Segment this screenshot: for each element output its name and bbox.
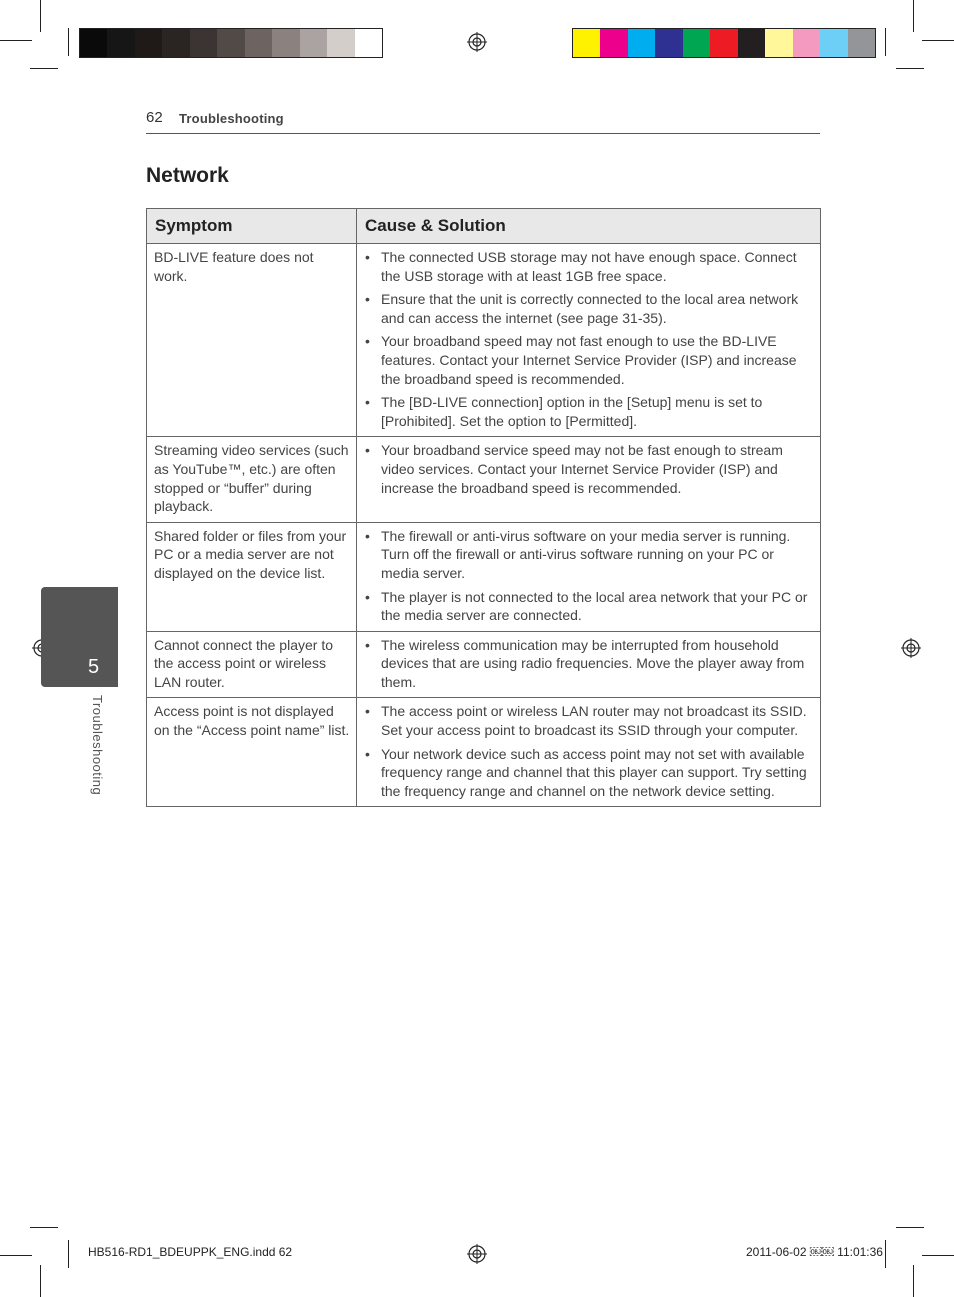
list-item — [365, 248, 810, 285]
table-row — [147, 437, 821, 522]
color-swatch — [628, 29, 655, 57]
cause-list — [365, 702, 810, 800]
section-title: Network — [146, 164, 229, 187]
symptom-cell: Streaming video services (such as YouTube™, etc.) are often stopped or “buffer” during playback. — [147, 437, 357, 522]
crop-mark — [913, 1265, 914, 1297]
table-header-row — [147, 209, 821, 244]
table-row — [147, 631, 821, 698]
chapter-tab — [41, 587, 118, 687]
cause-text: Your broadband service speed may not be fast enough to stream video services. Contact your Internet Service Provider (ISP) and increase the broadband speed is recommended. — [381, 442, 783, 496]
bullet-icon: • — [365, 249, 370, 265]
color-swatch — [300, 29, 327, 57]
color-swatch — [245, 29, 272, 57]
bullet-icon: • — [365, 527, 370, 544]
cause-text: The [BD-LIVE connection] option in the [Setup] menu is set to [Prohibited]. Set the option to [Permitted]. — [381, 394, 763, 429]
color-swatch — [107, 29, 134, 57]
cause-text: Your broadband speed may not fast enough to use the BD-LIVE features. Contact your Internet Service Provider (ISP) and increase the broadband speed is recommended. — [381, 333, 797, 387]
column-header-cause: Cause & Solution — [357, 209, 821, 244]
symptom-cell: Access point is not displayed on the “Access point name” list. — [147, 698, 357, 807]
cause-text: The player is not connected to the local area network that your PC or the media server are connected. — [381, 588, 808, 624]
cause-cell — [357, 698, 821, 807]
color-swatch — [793, 29, 820, 57]
chapter-number: 5 — [88, 656, 100, 678]
registration-mark-icon — [467, 1244, 487, 1264]
crop-mark — [896, 1227, 924, 1228]
crop-mark — [0, 1255, 32, 1256]
bullet-icon: • — [365, 703, 370, 720]
crop-mark — [885, 1240, 886, 1268]
color-swatch — [327, 29, 354, 57]
cause-cell — [357, 437, 821, 522]
cause-list — [365, 441, 810, 497]
cause-cell — [357, 631, 821, 698]
color-swatch — [217, 29, 244, 57]
table-row — [147, 244, 821, 437]
running-header: Troubleshooting — [179, 111, 284, 126]
color-swatch — [683, 29, 710, 57]
crop-mark — [68, 28, 69, 56]
crop-mark — [40, 0, 41, 32]
footer-timestamp: 2011-06-02 ￼￼ 11:01:36 — [746, 1245, 883, 1259]
crop-mark — [922, 1255, 954, 1256]
bullet-icon: • — [365, 745, 370, 762]
troubleshooting-table — [146, 208, 821, 807]
cause-cell — [357, 522, 821, 631]
crop-mark — [68, 1240, 69, 1268]
crop-mark — [0, 40, 32, 41]
color-swatch — [600, 29, 627, 57]
color-swatch — [80, 29, 107, 57]
bullet-icon: • — [365, 588, 370, 605]
table-row — [147, 698, 821, 807]
footer-filename: HB516-RD1_BDEUPPK_ENG.indd 62 — [88, 1245, 293, 1259]
crop-mark — [922, 40, 954, 41]
bullet-icon: • — [365, 636, 370, 653]
registration-mark-icon — [901, 638, 921, 658]
cause-text: Your network device such as access point may not set with available frequency range and channel that this player can support. Try setting the frequency range and channel on the network device setting. — [381, 745, 807, 799]
color-swatch — [655, 29, 682, 57]
list-item — [365, 702, 810, 739]
crop-mark — [30, 68, 58, 69]
symptom-cell: Shared folder or files from your PC or a media server are not displayed on the device list. — [147, 522, 357, 631]
list-item — [365, 636, 810, 692]
crop-mark — [913, 0, 914, 32]
color-swatch — [190, 29, 217, 57]
bullet-icon: • — [365, 291, 370, 308]
bullet-icon: • — [365, 333, 370, 350]
header-rule — [146, 133, 820, 134]
color-swatch — [738, 29, 765, 57]
color-swatch — [135, 29, 162, 57]
process-color-bar — [572, 28, 876, 58]
cause-text: The wireless communication may be interrupted from household devices that are using radio frequencies. Move the player away from them. — [381, 636, 805, 690]
crop-mark — [30, 1227, 58, 1228]
symptom-cell: Cannot connect the player to the access point or wireless LAN router. — [147, 631, 357, 698]
cause-text: Ensure that the unit is correctly connected to the local area network and can access the internet (see page 31-35). — [381, 291, 799, 326]
cause-list — [365, 248, 810, 430]
cause-list — [365, 527, 810, 625]
list-item — [365, 332, 810, 388]
chapter-label: Troubleshooting — [90, 695, 105, 796]
color-swatch — [848, 29, 875, 57]
list-item — [365, 290, 810, 327]
list-item — [365, 441, 810, 497]
color-swatch — [272, 29, 299, 57]
color-swatch — [573, 29, 600, 57]
list-item — [365, 588, 810, 625]
table-row — [147, 522, 821, 631]
cause-text: The access point or wireless LAN router may not broadcast its SSID. Set your access point to broadcast its SSID through your computer. — [381, 703, 807, 739]
color-swatch — [162, 29, 189, 57]
list-item — [365, 527, 810, 583]
list-item — [365, 393, 810, 430]
page-number: 62 — [146, 109, 163, 126]
color-swatch — [710, 29, 737, 57]
bullet-icon: • — [365, 442, 370, 459]
cause-cell — [357, 244, 821, 437]
crop-mark — [40, 1265, 41, 1297]
cause-list — [365, 636, 810, 692]
list-item — [365, 745, 810, 801]
symptom-cell: BD-LIVE feature does not work. — [147, 244, 357, 437]
bullet-icon: • — [365, 394, 370, 411]
grayscale-color-bar — [79, 28, 383, 58]
registration-mark-icon — [467, 32, 487, 52]
crop-mark — [896, 68, 924, 69]
cause-text: The connected USB storage may not have enough space. Connect the USB storage with at least 1GB free space. — [381, 249, 797, 284]
crop-mark — [885, 28, 886, 56]
color-swatch — [765, 29, 792, 57]
color-swatch — [355, 29, 382, 57]
color-swatch — [820, 29, 847, 57]
column-header-symptom: Symptom — [147, 209, 357, 244]
cause-text: The firewall or anti-virus software on your media server is running. Turn off the firewall or anti-virus software running on your PC or media server. — [381, 527, 791, 581]
